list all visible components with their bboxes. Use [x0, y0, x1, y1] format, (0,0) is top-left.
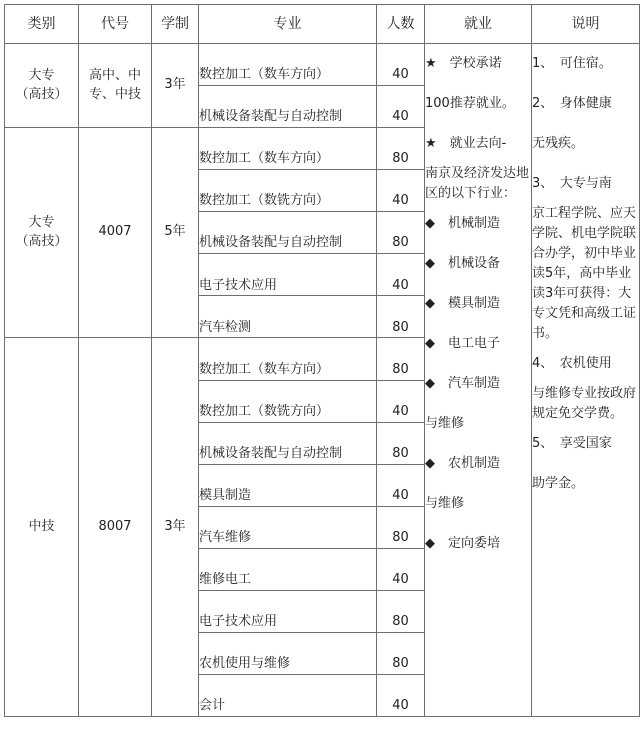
header-major: 专业	[199, 5, 377, 44]
count-cell: 40	[377, 170, 425, 212]
category-cell	[5, 128, 79, 338]
count-cell: 40	[377, 254, 425, 296]
major-cell: 数控加工（数车方向）	[199, 44, 377, 86]
note-line: 4、 农机使用	[532, 356, 612, 371]
note-line: 无残疾。	[532, 136, 585, 151]
header-category: 类别	[5, 5, 79, 44]
major-cell: 汽车维修	[199, 506, 377, 548]
major-cell: 维修电工	[199, 548, 377, 590]
major-cell: 模具制造	[199, 464, 377, 506]
count-cell: 80	[377, 338, 425, 380]
count-cell: 40	[377, 86, 425, 128]
major-cell: 机械设备装配与自动控制	[199, 422, 377, 464]
count-cell: 80	[377, 506, 425, 548]
employment-line: ◆ 定向委培	[425, 536, 500, 551]
category-cell	[5, 44, 79, 128]
enrollment-table	[4, 4, 640, 717]
note-line: 助学金。	[532, 476, 585, 491]
major-cell: 数控加工（数铣方向）	[199, 170, 377, 212]
code-cell	[79, 338, 152, 717]
employment-line: 与维修	[425, 496, 465, 511]
count-cell: 80	[377, 632, 425, 674]
note-line: 5、 享受国家	[532, 436, 612, 451]
note-line: 与维修专业按政府规定免交学费。	[532, 386, 637, 421]
header-employment: 就业	[425, 5, 532, 44]
header-count: 人数	[377, 5, 425, 44]
code-cell	[79, 128, 152, 338]
category-text: （高技）	[15, 86, 68, 102]
duration-cell: 5年	[152, 128, 199, 338]
major-cell: 电子技术应用	[199, 590, 377, 632]
note-line: 3、 大专与南	[532, 176, 612, 191]
major-cell: 汽车检测	[199, 296, 377, 338]
count-cell: 80	[377, 422, 425, 464]
header-row	[5, 5, 640, 44]
category-text: 大专	[28, 67, 55, 83]
count-cell: 80	[377, 128, 425, 170]
count-cell: 40	[377, 674, 425, 716]
employment-line: ◆ 机械设备	[425, 256, 500, 271]
employment-cell	[425, 44, 532, 717]
count-cell: 40	[377, 44, 425, 86]
major-cell: 机械设备装配与自动控制	[199, 212, 377, 254]
employment-line: ◆ 农机制造	[425, 456, 500, 471]
employment-line: 南京及经济发达地区的以下行业：	[425, 166, 530, 201]
employment-line: 与维修	[425, 416, 465, 431]
employment-line: ◆ 汽车制造	[425, 376, 500, 391]
code-text: 4007	[98, 224, 132, 240]
major-cell: 会计	[199, 674, 377, 716]
duration-cell: 3年	[152, 44, 199, 128]
major-cell: 数控加工（数车方向）	[199, 128, 377, 170]
major-cell: 数控加工（数铣方向）	[199, 380, 377, 422]
employment-line: ★ 就业去向-	[425, 136, 507, 151]
header-code: 代号	[79, 5, 152, 44]
count-cell: 40	[377, 464, 425, 506]
code-text: 8007	[98, 518, 132, 534]
category-cell	[5, 338, 79, 717]
category-text: （高技）	[15, 233, 68, 249]
employment-line: ★ 学校承诺	[425, 56, 502, 71]
category-text: 大专	[28, 214, 55, 230]
note-line: 2、 身体健康	[532, 96, 612, 111]
notes-cell	[532, 44, 640, 717]
major-cell: 机械设备装配与自动控制	[199, 86, 377, 128]
major-cell: 农机使用与维修	[199, 632, 377, 674]
table-row	[5, 44, 640, 86]
note-line: 京工程学院、应天学院、机电学院联合办学，初中毕业读5年，高中毕业读3年可获得：大专文凭和高级工证书。	[532, 206, 637, 341]
count-cell: 80	[377, 296, 425, 338]
duration-cell: 3年	[152, 338, 199, 717]
count-cell: 80	[377, 590, 425, 632]
note-line: 1、 可住宿。	[532, 56, 612, 71]
code-text: 专、中技	[88, 86, 141, 102]
header-duration: 学制	[152, 5, 199, 44]
major-cell: 数控加工（数车方向）	[199, 338, 377, 380]
count-cell: 80	[377, 212, 425, 254]
employment-line: ◆ 电工电子	[425, 336, 500, 351]
code-text: 高中、中	[88, 67, 141, 83]
major-cell: 电子技术应用	[199, 254, 377, 296]
code-cell	[79, 44, 152, 128]
category-text: 中技	[28, 518, 55, 534]
header-notes: 说明	[532, 5, 640, 44]
employment-line: ◆ 机械制造	[425, 216, 500, 231]
employment-line: ◆ 模具制造	[425, 296, 500, 311]
count-cell: 40	[377, 548, 425, 590]
employment-line: 100推荐就业。	[425, 96, 515, 111]
count-cell: 40	[377, 380, 425, 422]
